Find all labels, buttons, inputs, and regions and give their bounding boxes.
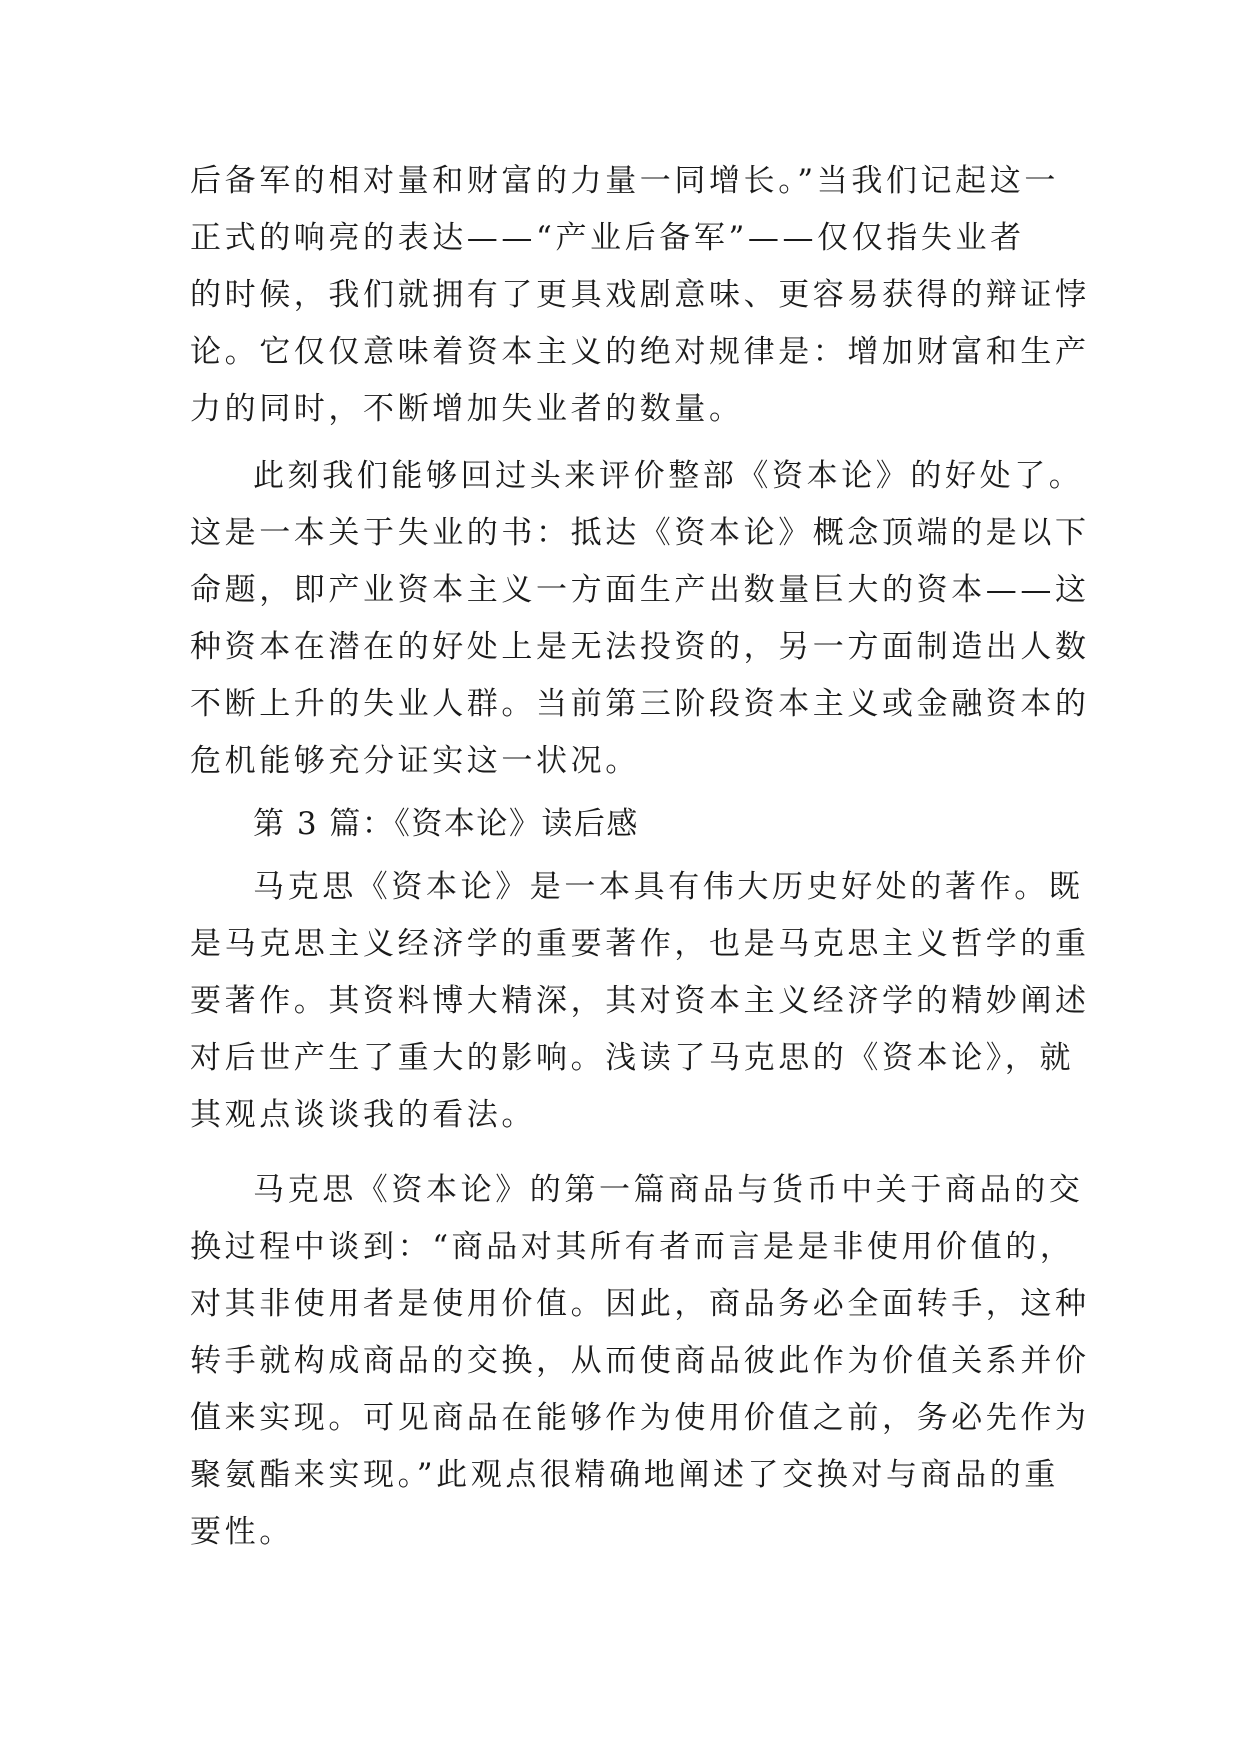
paragraph-gap: [190, 438, 1070, 448]
text-line: 种资本在潜在的好处上是无法投资的，另一方面制造出人数: [190, 629, 1090, 665]
text-line: 对后世产生了重大的影响。浅读了马克思的《资本论》，就: [190, 1040, 1075, 1076]
text-line: 力的同时，不断增加失业者的数量。: [190, 391, 744, 427]
text-line: 换过程中谈到：“商品对其所有者而言是是非使用价值的，: [190, 1229, 1075, 1265]
text-line: 转手就构成商品的交换，从而使商品彼此作为价值关系并价: [190, 1343, 1090, 1379]
text-line: 正式的响亮的表达——“产业后备军”——仅仅指失业者: [190, 220, 1025, 256]
text-line: 的时候，我们就拥有了更具戏剧意味、更容易获得的辩证悖: [190, 277, 1090, 313]
text-line: 后备军的相对量和财富的力量一同增长。”当我们记起这一: [190, 163, 1059, 199]
paragraph-continued: [190, 153, 1090, 438]
text-line: 命题，即产业资本主义一方面生产出数量巨大的资本——这: [190, 572, 1090, 608]
text-line: 其观点谈谈我的看法。: [190, 1097, 536, 1133]
text-line: 要性。: [190, 1514, 294, 1550]
paragraph-gap: [190, 1144, 1070, 1162]
text-line: 不断上升的失业人群。当前第三阶段资本主义或金融资本的: [190, 686, 1090, 722]
text-line: 对其非使用者是使用价值。因此，商品务必全面转手，这种: [190, 1286, 1090, 1322]
document-body: [190, 153, 1090, 1561]
paragraph-capital-evaluation: [190, 448, 1090, 790]
text-line: 聚氨酯来实现。”此观点很精确地阐述了交换对与商品的重: [190, 1457, 1059, 1493]
paragraph-commodity-exchange: [190, 1162, 1090, 1561]
section-heading: 第 3 篇：《资本论》读后感: [253, 806, 639, 842]
text-line: 此刻我们能够回过头来评价整部《资本论》的好处了。: [253, 458, 1084, 494]
text-line: 值来实现。可见商品在能够作为使用价值之前，务必先作为: [190, 1400, 1090, 1436]
text-line: 要著作。其资料博大精深，其对资本主义经济学的精妙阐述: [190, 983, 1090, 1019]
text-line: 危机能够充分证实这一状况。: [190, 743, 640, 779]
paragraph-intro: [190, 859, 1090, 1144]
text-line: 这是一本关于失业的书：抵达《资本论》概念顶端的是以下: [190, 515, 1090, 551]
text-line: 马克思《资本论》是一本具有伟大历史好处的著作。既: [253, 869, 1084, 905]
text-line: 论。它仅仅意味着资本主义的绝对规律是：增加财富和生产: [190, 334, 1090, 370]
text-line: 是马克思主义经济学的重要著作，也是马克思主义哲学的重: [190, 926, 1090, 962]
text-line: 马克思《资本论》的第一篇商品与货币中关于商品的交: [253, 1172, 1084, 1208]
